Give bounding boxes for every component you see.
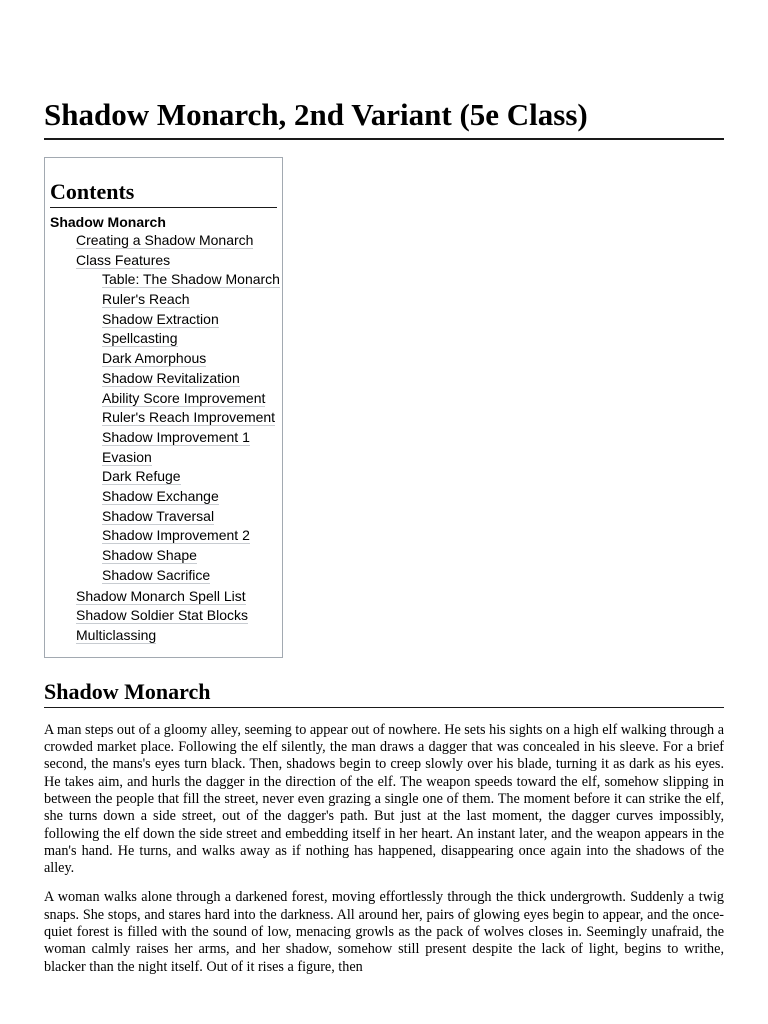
toc-link[interactable]: Spellcasting [102,330,178,347]
toc-item [50,547,277,564]
toc-link[interactable]: Ruler's Reach Improvement [102,409,276,426]
toc-item [50,468,277,485]
toc-item [50,252,277,269]
toc-link[interactable]: Creating a Shadow Monarch [76,232,254,248]
toc-link[interactable]: Shadow Improvement 2 [102,527,250,544]
table-of-contents [44,157,283,658]
toc-item [50,291,277,308]
toc-item [50,429,277,446]
toc-item [50,627,277,644]
body-paragraph: A woman walks alone through a darkened forest, moving effortlessly through the thick undergrowth. Suddenly a twig snaps. She stops, and stares hard into the darkness. All around her, pairs of glowing eyes begin to appear, and the once-quiet forest is filled with the sound of low, menacing growls as the pack of wolves closes in. Seemingly unafraid, the woman calmly raises her arms, and her shadow, somehow still present despite the lack of light, begins to writhe, blacker than the night itself. Out of it rises a figure, then [44,889,724,975]
toc-link[interactable]: Shadow Monarch [50,214,166,230]
body-paragraph: A man steps out of a gloomy alley, seeming to appear out of nowhere. He sets his sights on a high elf walking through a crowded market place. Following the elf silently, the man draws a dagger that was concealed in his sleeve. For a brief second, the mans's eyes turn black. Then, shadows begin to creep slowly over his blade, turning it as dark as his eyes. He takes aim, and hurls the dagger in the direction of the elf. The weapon speeds toward the elf, somehow slipping in between the people that fill the street, never even grazing a single one of them. The moment before it can strike the elf, she turns down a side street, out of the dagger's path. But just at the last moment, the dagger curves impossibly, following the elf down the side street and embedding itself in her heart. An instant later, and the weapon appears in the man's hand. He turns, and walks away as if nothing has happened, disappearing once again into the shadows of the alley. [44,721,724,877]
toc-link[interactable]: Shadow Improvement 1 [102,428,250,445]
toc-link[interactable]: Shadow Monarch Spell List [76,587,246,604]
toc-item [50,607,277,624]
toc-item [50,588,277,605]
page-title: Shadow Monarch, 2nd Variant (5e Class) [44,0,724,140]
toc-link[interactable]: Multiclassing [76,627,157,644]
toc-item [50,409,277,426]
toc-link[interactable]: Class Features [76,251,171,268]
toc-item [50,370,277,387]
toc-link[interactable]: Shadow Sacrifice [102,566,211,583]
toc-item [50,527,277,544]
toc-list [50,214,280,644]
toc-item [50,449,277,466]
toc-link[interactable]: Evasion [102,448,152,465]
toc-item [50,214,277,231]
toc-item [50,508,277,525]
toc-item [50,567,277,584]
toc-item [50,390,277,407]
toc-item [50,232,277,249]
section-heading: Shadow Monarch [44,678,724,708]
toc-link[interactable]: Shadow Revitalization [102,369,240,386]
toc-link[interactable]: Shadow Exchange [102,487,219,504]
toc-heading: Contents [50,178,277,208]
toc-link[interactable]: Shadow Shape [102,547,197,563]
toc-link[interactable]: Dark Refuge [102,468,181,485]
toc-link[interactable]: Ability Score Improvement [102,389,266,406]
toc-link[interactable]: Shadow Extraction [102,310,219,327]
toc-link[interactable]: Shadow Soldier Stat Blocks [76,607,248,624]
toc-item [50,330,277,347]
toc-item [50,488,277,505]
toc-link[interactable]: Table: The Shadow Monarch [102,271,280,288]
toc-link[interactable]: Shadow Traversal [102,507,215,524]
toc-item [50,311,277,328]
toc-item [50,271,280,288]
toc-link[interactable]: Dark Amorphous [102,350,207,367]
page-content [44,0,724,976]
toc-link[interactable]: Ruler's Reach [102,291,190,308]
toc-item [50,350,277,367]
section-body [44,722,724,976]
